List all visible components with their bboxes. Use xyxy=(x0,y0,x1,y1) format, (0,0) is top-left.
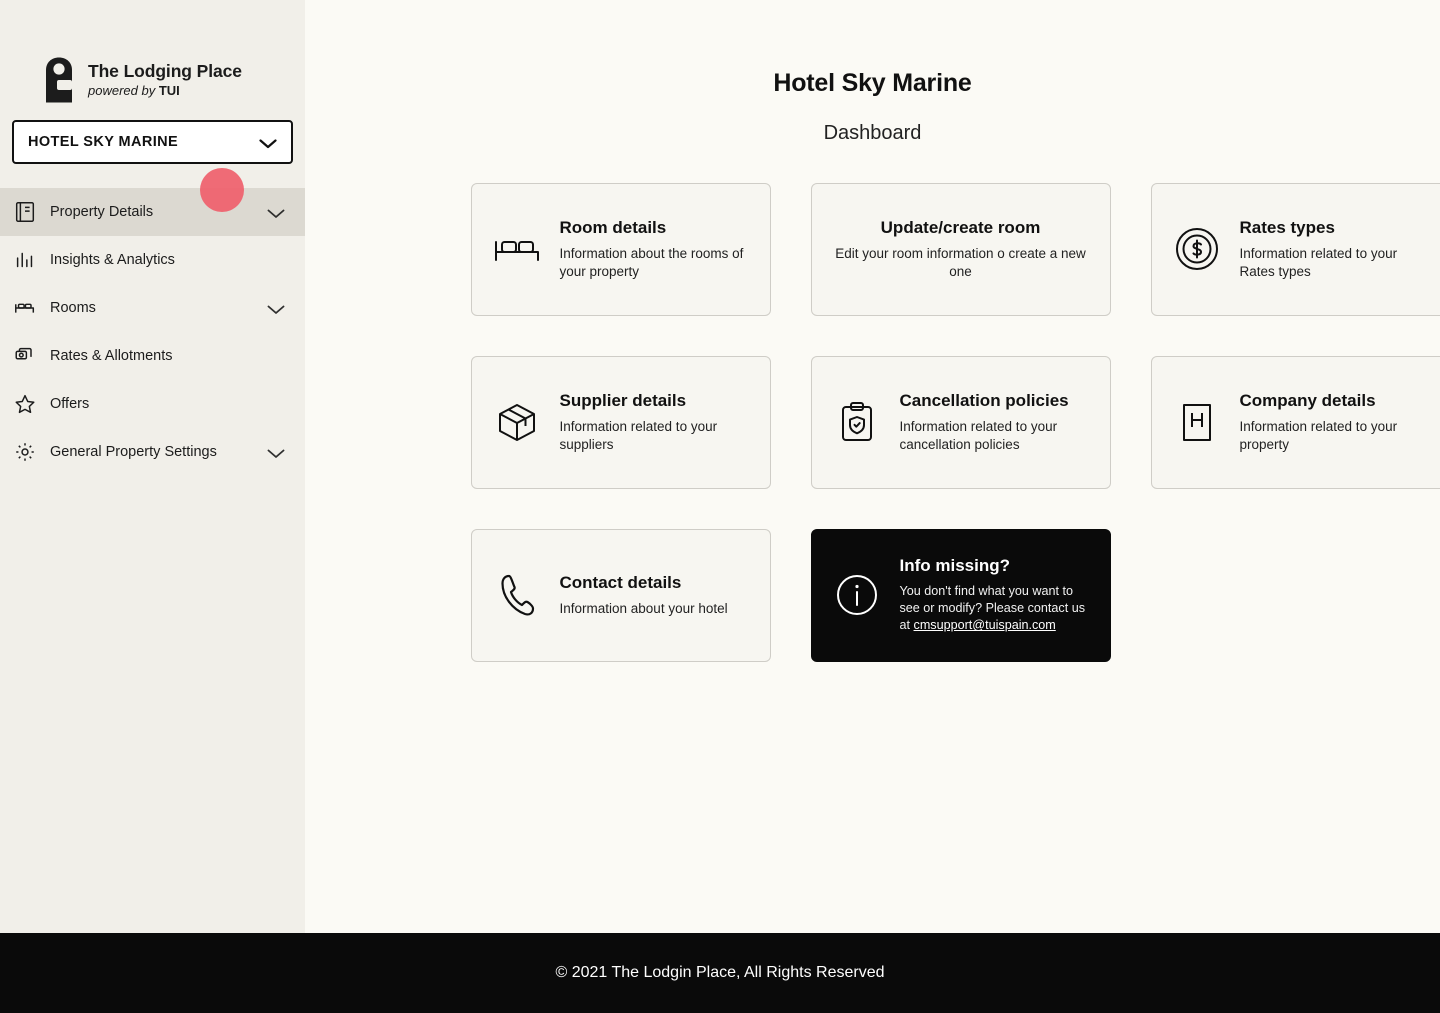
sidebar-item-rooms[interactable] xyxy=(0,284,305,332)
card-supplier-details[interactable] xyxy=(471,356,771,489)
page-subtitle: Dashboard xyxy=(823,121,922,144)
card-description: Information about the rooms of your property xyxy=(559,245,744,279)
card-body xyxy=(900,391,1092,454)
card-description: Edit your room information o create a new one xyxy=(835,245,1086,279)
bar-chart-icon xyxy=(12,247,38,273)
rates-icon xyxy=(12,343,38,369)
dollar-coin-icon xyxy=(1170,222,1224,276)
property-book-icon xyxy=(12,199,38,225)
sidebar-item-label: Insights & Analytics xyxy=(50,252,175,268)
main-content xyxy=(305,0,1440,933)
dashboard-card-grid xyxy=(383,183,1398,662)
property-selector[interactable] xyxy=(12,120,293,164)
footer-text: © 2021 The Lodgin Place, All Rights Reserved xyxy=(555,964,885,981)
card-title: Cancellation policies xyxy=(899,390,1069,410)
card-title: Supplier details xyxy=(559,390,687,410)
info-circle-icon xyxy=(830,568,884,622)
card-title: Contact details xyxy=(559,572,682,592)
bed-icon xyxy=(12,295,38,321)
card-body xyxy=(560,573,728,618)
package-box-icon xyxy=(490,395,544,449)
sidebar-item-label: General Property Settings xyxy=(50,444,217,460)
card-title: Rates types xyxy=(1239,217,1335,237)
brand xyxy=(0,0,305,120)
sidebar-item-insights-analytics[interactable] xyxy=(0,236,305,284)
card-rates-types[interactable] xyxy=(1151,183,1440,316)
sidebar-item-label: Property Details xyxy=(50,204,154,220)
sidebar-nav xyxy=(0,188,305,476)
card-room-details[interactable] xyxy=(471,183,771,316)
card-update-create-room[interactable] xyxy=(811,183,1111,316)
card-description: Information related to your cancellation policies xyxy=(899,418,1058,452)
sidebar-item-label: Rooms xyxy=(50,300,96,316)
sidebar-item-property-details[interactable] xyxy=(0,188,305,236)
sidebar-item-offers[interactable] xyxy=(0,380,305,428)
card-contact-details[interactable] xyxy=(471,529,771,662)
card-info-missing[interactable] xyxy=(811,529,1111,662)
footer xyxy=(0,933,1440,1013)
chevron-down-icon[interactable] xyxy=(267,303,285,313)
sidebar-item-label: Rates & Allotments xyxy=(50,348,173,364)
card-body xyxy=(1240,391,1432,454)
card-description: Information about your hotel xyxy=(559,600,728,616)
card-body xyxy=(900,556,1092,634)
phone-icon xyxy=(490,568,544,622)
card-cancellation-policies[interactable] xyxy=(811,356,1111,489)
card-description xyxy=(900,583,1092,634)
card-body xyxy=(560,218,752,281)
card-title: Update/create room xyxy=(880,217,1041,237)
card-description: Information related to your property xyxy=(1239,418,1398,452)
card-description-text: You don't find what you want to see or modify? Please contact us at xyxy=(899,584,1086,633)
chevron-down-icon[interactable] xyxy=(267,207,285,217)
brand-subtitle: powered by TUI xyxy=(88,82,180,98)
card-description: Information related to your suppliers xyxy=(559,418,718,452)
page-title: Hotel Sky Marine xyxy=(773,68,972,97)
bed-icon xyxy=(490,222,544,276)
gear-icon xyxy=(12,439,38,465)
brand-text xyxy=(88,62,242,99)
chevron-down-icon xyxy=(259,137,277,147)
property-selector-value: HOTEL SKY MARINE xyxy=(28,134,179,150)
card-body xyxy=(1240,218,1432,281)
card-body xyxy=(560,391,752,454)
card-title: Room details xyxy=(559,217,667,237)
card-title: Info missing? xyxy=(899,556,1010,576)
brand-title: The Lodging Place xyxy=(88,60,242,81)
chevron-down-icon[interactable] xyxy=(267,447,285,457)
card-body xyxy=(830,218,1092,281)
sidebar xyxy=(0,0,305,933)
sidebar-item-label: Offers xyxy=(50,396,90,412)
sidebar-item-rates-allotments[interactable] xyxy=(0,332,305,380)
door-hanger-icon xyxy=(42,56,76,104)
clipboard-shield-icon xyxy=(830,395,884,449)
card-company-details[interactable] xyxy=(1151,356,1440,489)
sidebar-item-general-property-settings[interactable] xyxy=(0,428,305,476)
support-email-link[interactable]: cmsupport@tuispain.com xyxy=(913,618,1056,633)
card-description: Information related to your Rates types xyxy=(1239,245,1398,279)
building-icon xyxy=(1170,395,1224,449)
star-icon xyxy=(12,391,38,417)
card-title: Company details xyxy=(1239,390,1376,410)
